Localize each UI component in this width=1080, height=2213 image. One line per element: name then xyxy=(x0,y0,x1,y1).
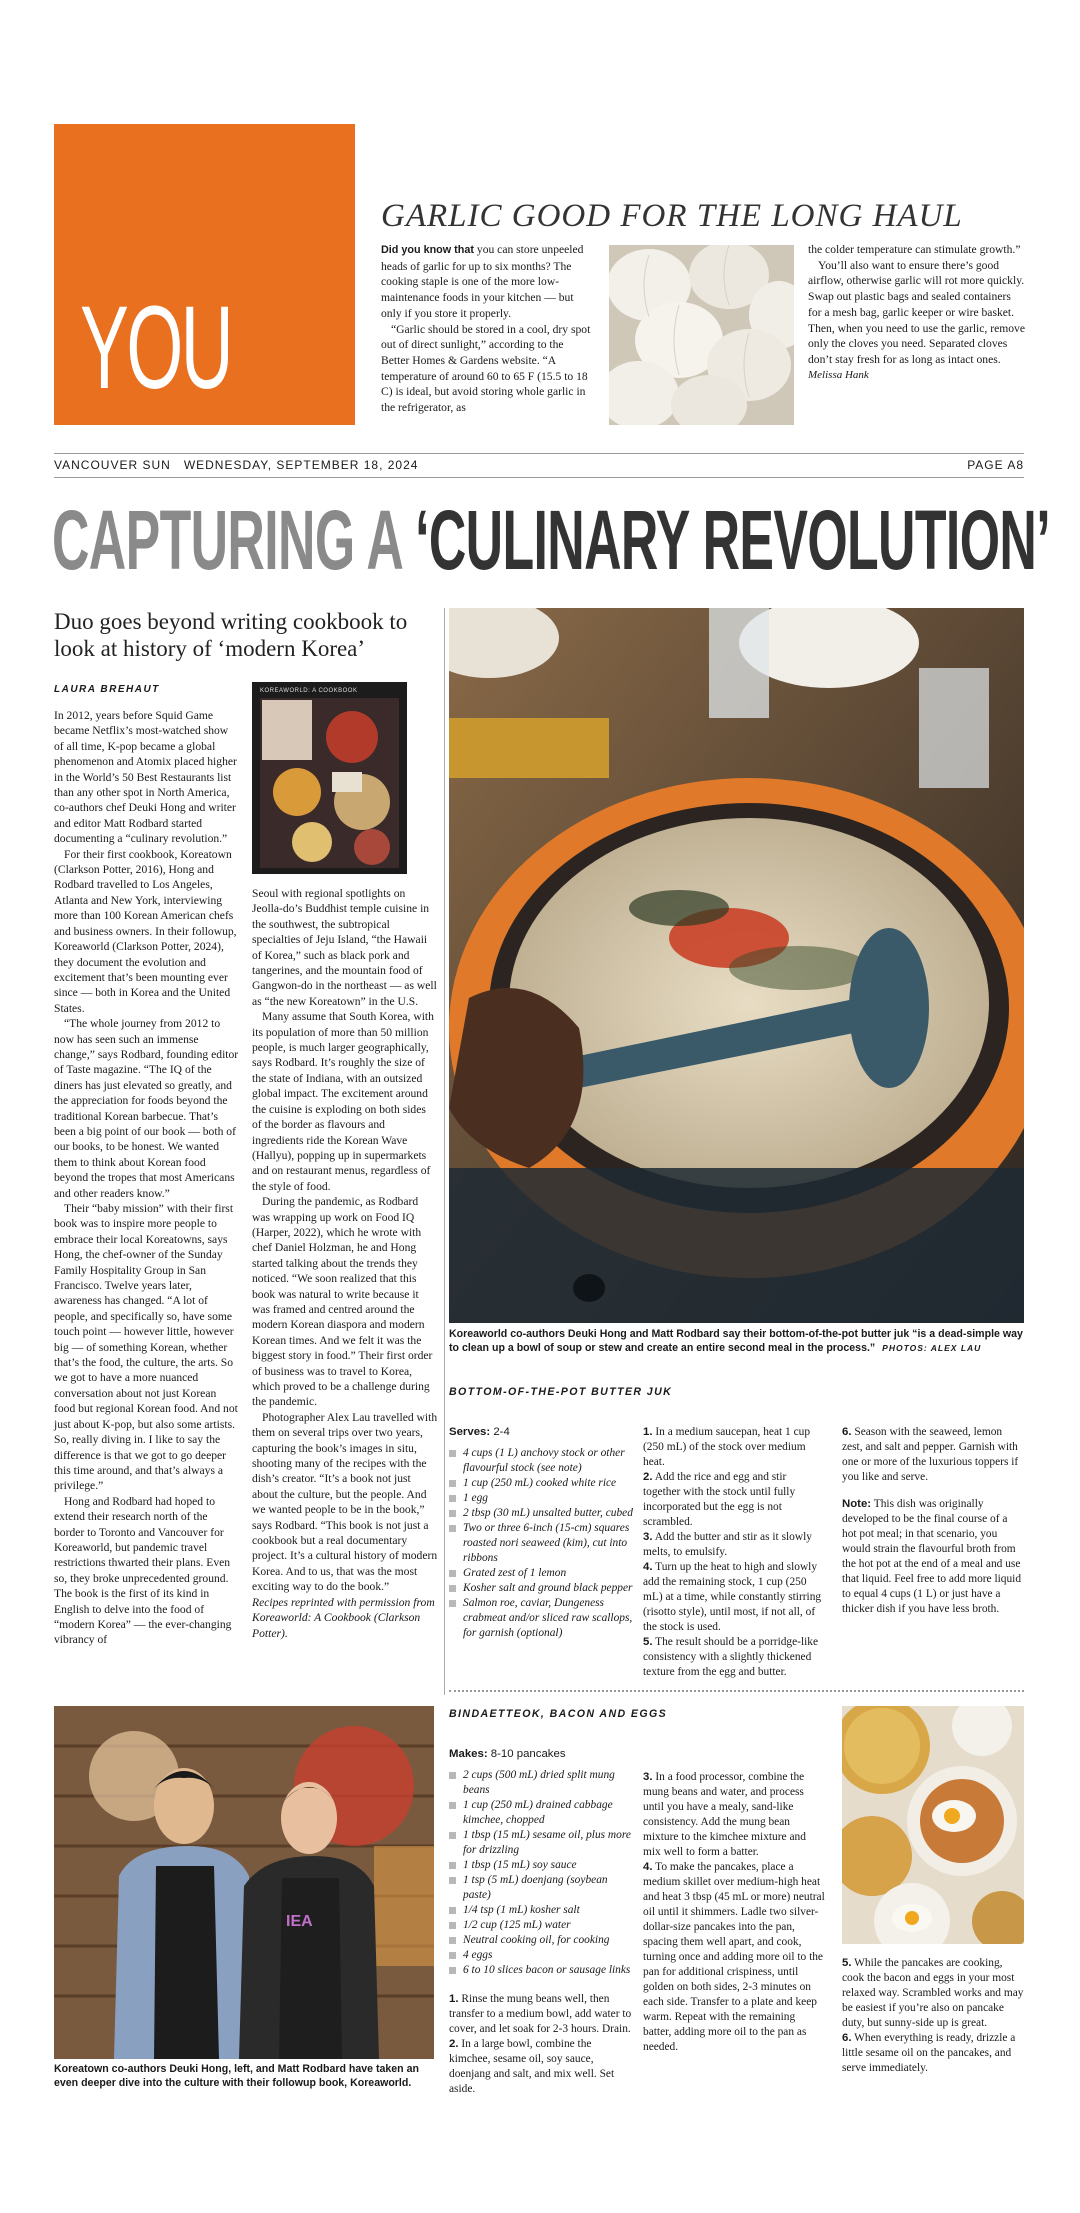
step-item: 2. Add the rice and egg and stir together with the stock until fully incorporated but the egg is not scrambled. xyxy=(643,1471,796,1528)
garlic-byline: Melissa Hank xyxy=(808,368,869,381)
ingredient-item: Two or three 6-inch (15-cm) squares roasted nori seaweed (kim), cut into ribbons xyxy=(449,1521,634,1566)
article-paragraph: Seoul with regional spotlights on Jeolla-do’s Buddhist temple cuisine in the southwest, the subtropical specialties of Jeju Island, “the Hawaii of Korea,” such as black pork and tangerines, and the mountain food of Gangwon-do in the northeast — as well as “the new Koreatown” in the U.S. xyxy=(252,887,437,1008)
juk-step-list xyxy=(643,1425,825,1680)
bindaetteok-photo xyxy=(842,1706,1024,1944)
ingredient-item: 2 cups (500 mL) dried split mung beans xyxy=(449,1768,634,1798)
ingredient-item: 1 egg xyxy=(449,1491,634,1506)
garlic-paragraph: Did you know that you can store unpeeled heads of garlic for up to six months? The cooking staple is one of the more low-maintenance foods in your kitchen — but only if you store it properly. xyxy=(381,243,584,320)
ingredient-item: 1 tsp (5 mL) doenjang (soybean paste) xyxy=(449,1873,634,1903)
step-item: 3. In a food processor, combine the mung beans and water, and process until you have a mealy, sand-like consistency. Add the mung bean mixture to the kimchee mixture and mix well to form a batter. xyxy=(643,1771,806,1858)
garlic-photo xyxy=(609,245,794,425)
ingredient-item: Kosher salt and ground black pepper xyxy=(449,1581,634,1596)
juk-serves-value: 2-4 xyxy=(493,1426,510,1438)
article-col1 xyxy=(54,708,239,1648)
article-paragraph: “The whole journey from 2012 to now has seen such an immense change,” says Rodbard, founding editor of Taste magazine. “The IQ of the diners has just elevated so greatly, and the appreciation for foods beyond the traditional Korean barbecue. That’s been a big point of our book — both of our books, to be honest. We wanted them to think about Korean food beyond the tropes that most Americans and other readers know.” xyxy=(54,1017,239,1200)
step-item: 4. To make the pancakes, place a medium skillet over medium-high heat and heat 3 tbsp (45 mL or more) neutral oil until it shimmers. Ladle two silver-dollar-size pancakes into the pan, spacing them well apart, and cook, turning once and adding more oil to the pan for additional crispiness, until golden on both sides, 2-3 minutes on each side. Transfer to a plate and keep warm. Repeat with the remaining batter, adding more oil to the pan as needed. xyxy=(643,1861,825,2053)
article-col2 xyxy=(252,886,438,1641)
main-byline: LAURA BREHAUT xyxy=(54,684,160,695)
ingredient-item: Grated zest of 1 lemon xyxy=(449,1566,634,1581)
garlic-paragraph: You’ll also want to ensure there’s good airflow, otherwise garlic will rot more quickly. Swap out plastic bags and sealed containers for a mesh bag, garlic keeper or wire basket. Then, when you need to use the garlic, remove only the cloves you need. Separated cloves don’t stay fresh for as long as intact ones. xyxy=(808,258,1025,366)
main-headline-part1: CAPTURING A xyxy=(52,493,402,587)
bindaetteok-step-list xyxy=(842,1956,1024,2076)
garlic-paragraph: the colder temperature can stimulate growth.” xyxy=(808,243,1021,256)
step-item: 2. In a large bowl, combine the kimchee, sesame oil, soy sauce, doenjang and salt, and mix well. Set aside. xyxy=(449,2038,615,2095)
step-item: 1. In a medium saucepan, heat 1 cup (250 mL) of the stock over medium heat. xyxy=(643,1426,811,1468)
authors-photo-caption: Koreatown co-authors Deuki Hong, left, and Matt Rodbard have taken an even deeper dive into the culture with their followup book, Koreaworld. xyxy=(54,2063,419,2089)
column-rule xyxy=(444,608,445,1695)
section-label-box xyxy=(54,124,355,425)
bindaetteok-steps-col xyxy=(643,1770,825,2055)
folio-page: PAGE A8 xyxy=(967,458,1024,472)
ingredient-item: Neutral cooking oil, for cooking xyxy=(449,1933,634,1948)
bindaetteok-makes-value: 8-10 pancakes xyxy=(490,1748,566,1760)
juk-note: Note: This dish was originally developed to be the final course of a hot pot meal; in that scenario, you would strain the flavourful broth from the hot pot at the end of a meal and use that liquid. Feel free to add more liquid to equal 4 cups (1 L) or just have a thicker dish if you have less broth. xyxy=(842,1498,1022,1615)
recipe-credit: Recipes reprinted with permission from Koreaworld: A Cookbook (Clarkson Potter). xyxy=(252,1595,435,1640)
juk-ingredient-list xyxy=(449,1446,634,1641)
recipe-divider xyxy=(449,1690,1024,1692)
ingredient-item: 1 tbsp (15 mL) sesame oil, plus more for drizzling xyxy=(449,1828,634,1858)
step-item: 3. Add the butter and stir as it slowly melts, to emulsify. xyxy=(643,1531,812,1558)
article-paragraph: During the pandemic, as Rodbard was wrapping up work on Food IQ (Harper, 2022), which he wrote with chef Daniel Holzman, he and Hong started talking about the trends they noticed. “We soon realized that this book was natural to write because it was framed and centred around the modern Korean diaspora and modern Korean times. And we felt it was the biggest story in food.” Their first order of business was to travel to Korea, which proved to be a challenge during the pandemic. xyxy=(252,1195,433,1409)
main-headline-part2: ‘CULINARY REVOLUTION’ xyxy=(415,493,1050,587)
portrait-shirt-text: IEA xyxy=(286,1913,313,1930)
ingredient-item: Salmon roe, caviar, Dungeness crabmeat and/or sliced raw scallops, for garnish (optional) xyxy=(449,1596,634,1641)
bindaetteok-title: BINDAETTEOK, BACON AND EGGS xyxy=(449,1708,668,1720)
juk-serves: Serves: 2-4 xyxy=(449,1426,510,1438)
bindaetteok-makes: Makes: 8-10 pancakes xyxy=(449,1748,566,1760)
folio-rule-top xyxy=(54,453,1024,454)
article-paragraph: Many assume that South Korea, with its population of more than 50 million people, is much larger geographically, says Rodbard. It’s roughly the size of the state of Indiana, with an outsized global impact. The excitement around the cuisine is exploding on both sides of the border as flavours and ingredients ride the Korean Wave (Hallyu), popping up in supermarkets and on restaurant menus, regardless of the style of food. xyxy=(252,1010,434,1193)
juk-steps-col1 xyxy=(643,1425,825,1680)
main-deck: Duo goes beyond writing cookbook to look at history of ‘modern Korea’ xyxy=(54,609,408,661)
juk-step-list xyxy=(842,1425,1024,1485)
section-label: YOU xyxy=(80,282,232,414)
ingredient-item: 1 cup (250 mL) cooked white rice xyxy=(449,1476,634,1491)
garlic-lead: Did you know that xyxy=(381,244,474,256)
ingredient-item: 1/2 cup (125 mL) water xyxy=(449,1918,634,1933)
juk-steps-col2 xyxy=(842,1425,1024,1617)
juk-photo-caption: Koreaworld co-authors Deuki Hong and Matt Rodbard say their bottom-of-the-pot butter juk “is a dead-simple way to clean up a bowl of soup or stew and create an entire second meal in the process.” PHOTOS: ALEX LAU xyxy=(449,1328,1023,1354)
step-item: 5. The result should be a porridge-like consistency with a slightly thickened texture from the egg and butter. xyxy=(643,1636,819,1678)
photo-credit: PHOTOS: ALEX LAU xyxy=(882,1343,982,1353)
bindaetteok-step-list xyxy=(643,1770,825,2055)
article-paragraph: Their “baby mission” with their first book was to inspire more people to embrace their local Koreatowns, says Hong, the chef-owner of the Sunday Family Hospitality Group in San Francisco. Twelve years later, awareness has changed. “A lot of people, and specifically so, have some touch point — however little, however big — of something Korean, whether that’s the food, the culture, the arts. So we got to have a more nuanced conversation about not just Korean food but regional Korean food. And not just about K-pop, but also some artists. So, really diving in. I like to say the difference is that we got to go deeper this time around, and that’s always a privilege.” xyxy=(54,1202,238,1493)
step-item: 6. When everything is ready, drizzle a little sesame oil on the pancakes, and serve immediately. xyxy=(842,2032,1016,2074)
ingredient-item: 4 cups (1 L) anchovy stock or other flavourful stock (see note) xyxy=(449,1446,634,1476)
book-cover-image xyxy=(252,682,407,874)
bindaetteok-ingredients-col xyxy=(449,1747,634,2097)
folio-rule-bottom xyxy=(54,477,1024,478)
bindaetteok-ingredient-list xyxy=(449,1768,634,1978)
garlic-col2 xyxy=(808,242,1026,383)
book-cover-title: KOREAWORLD: A COOKBOOK xyxy=(260,688,358,694)
bindaetteok-steps-col2 xyxy=(842,1956,1024,2076)
garlic-paragraph: “Garlic should be stored in a cool, dry spot out of direct sunlight,” according to the Better Homes & Gardens website. “A temperature of around 60 to 65 F (15.5 to 18 C) is ideal, but avoid storing whole garlic in the refrigerator, as xyxy=(381,322,591,415)
ingredient-item: 4 eggs xyxy=(449,1948,634,1963)
juk-recipe-title: BOTTOM-OF-THE-POT BUTTER JUK xyxy=(449,1386,673,1398)
juk-ingredients-col xyxy=(449,1425,634,1641)
main-headline xyxy=(52,493,1050,587)
garlic-headline: GARLIC GOOD FOR THE LONG HAUL xyxy=(381,198,963,234)
ingredient-item: 1/4 tsp (1 mL) kosher salt xyxy=(449,1903,634,1918)
article-paragraph: For their first cookbook, Koreatown (Clarkson Potter, 2016), Hong and Rodbard travelled to Los Angeles, Atlanta and New York, interviewing more than 100 Korean American chefs and business owners. In their followup, Koreaworld (Clarkson Potter, 2024), they document the evolution and excitement that’s been mounting ever since — both in Korea and the United States. xyxy=(54,847,237,1015)
folio-date: WEDNESDAY, SEPTEMBER 18, 2024 xyxy=(183,458,419,472)
article-paragraph: In 2012, years before Squid Game became Netflix’s most-watched show of all time, K-pop became a global phenomenon and Atomix placed higher in the World’s 50 Best Restaurants list than any other spot in North America, co-authors chef Deuki Hong and writer and editor Matt Rodbard started documenting a “culinary revolution.” xyxy=(54,709,237,846)
article-paragraph: Photographer Alex Lau travelled with them on several trips over two years, capturing the book’s images in situ, shooting many of the recipes with the dish’s creator. “It’s a book not just about the culture, but the people. And we wanted people to be in the book,” says Rodbard. “This book is not just a cookbook but a real documentary project. It’s a cultural history of modern Korea. And to us, that was the most exciting way to do the book.” xyxy=(252,1410,438,1594)
authors-photo xyxy=(54,1706,434,2059)
bindaetteok-step-list xyxy=(449,1992,634,2097)
juk-photo xyxy=(449,608,1024,1323)
ingredient-item: 1 tbsp (15 mL) soy sauce xyxy=(449,1858,634,1873)
article-paragraph: Hong and Rodbard had hoped to extend their research north of the border to Toronto and Vancouver for Koreaworld, but pandemic travel restrictions thwarted their plans. Even so, they broke unprecedented ground. The book is the first of its kind in English to delve into the food of “modern Korea” — the ever-changing vibrancy of xyxy=(54,1494,232,1647)
garlic-col1 xyxy=(381,242,594,416)
step-item: 5. While the pancakes are cooking, cook the bacon and eggs in your most relaxed way. Scrambled works and may be easiest if you’re also on pancake duty, but sunny-side up is great. xyxy=(842,1957,1024,2029)
step-item: 6. Season with the seaweed, lemon zest, and salt and pepper. Garnish with one or more of the luxurious toppers if you like and serve. xyxy=(842,1426,1019,1483)
step-item: 4. Turn up the heat to high and slowly add the remaining stock, 1 cup (250 mL) at a time, while constantly stirring (risotto style), until most, if not all, of the stock is used. xyxy=(643,1561,822,1633)
ingredient-item: 1 cup (250 mL) drained cabbage kimchee, chopped xyxy=(449,1798,634,1828)
ingredient-item: 2 tbsp (30 mL) unsalted butter, cubed xyxy=(449,1506,634,1521)
step-item: 1. Rinse the mung beans well, then transfer to a medium bowl, add water to cover, and let soak for 2-3 hours. Drain. xyxy=(449,1993,632,2035)
ingredient-item: 6 to 10 slices bacon or sausage links xyxy=(449,1963,634,1978)
folio-paper: VANCOUVER SUN WEDNESDAY, SEPTEMBER 18, 2024 xyxy=(54,458,419,472)
